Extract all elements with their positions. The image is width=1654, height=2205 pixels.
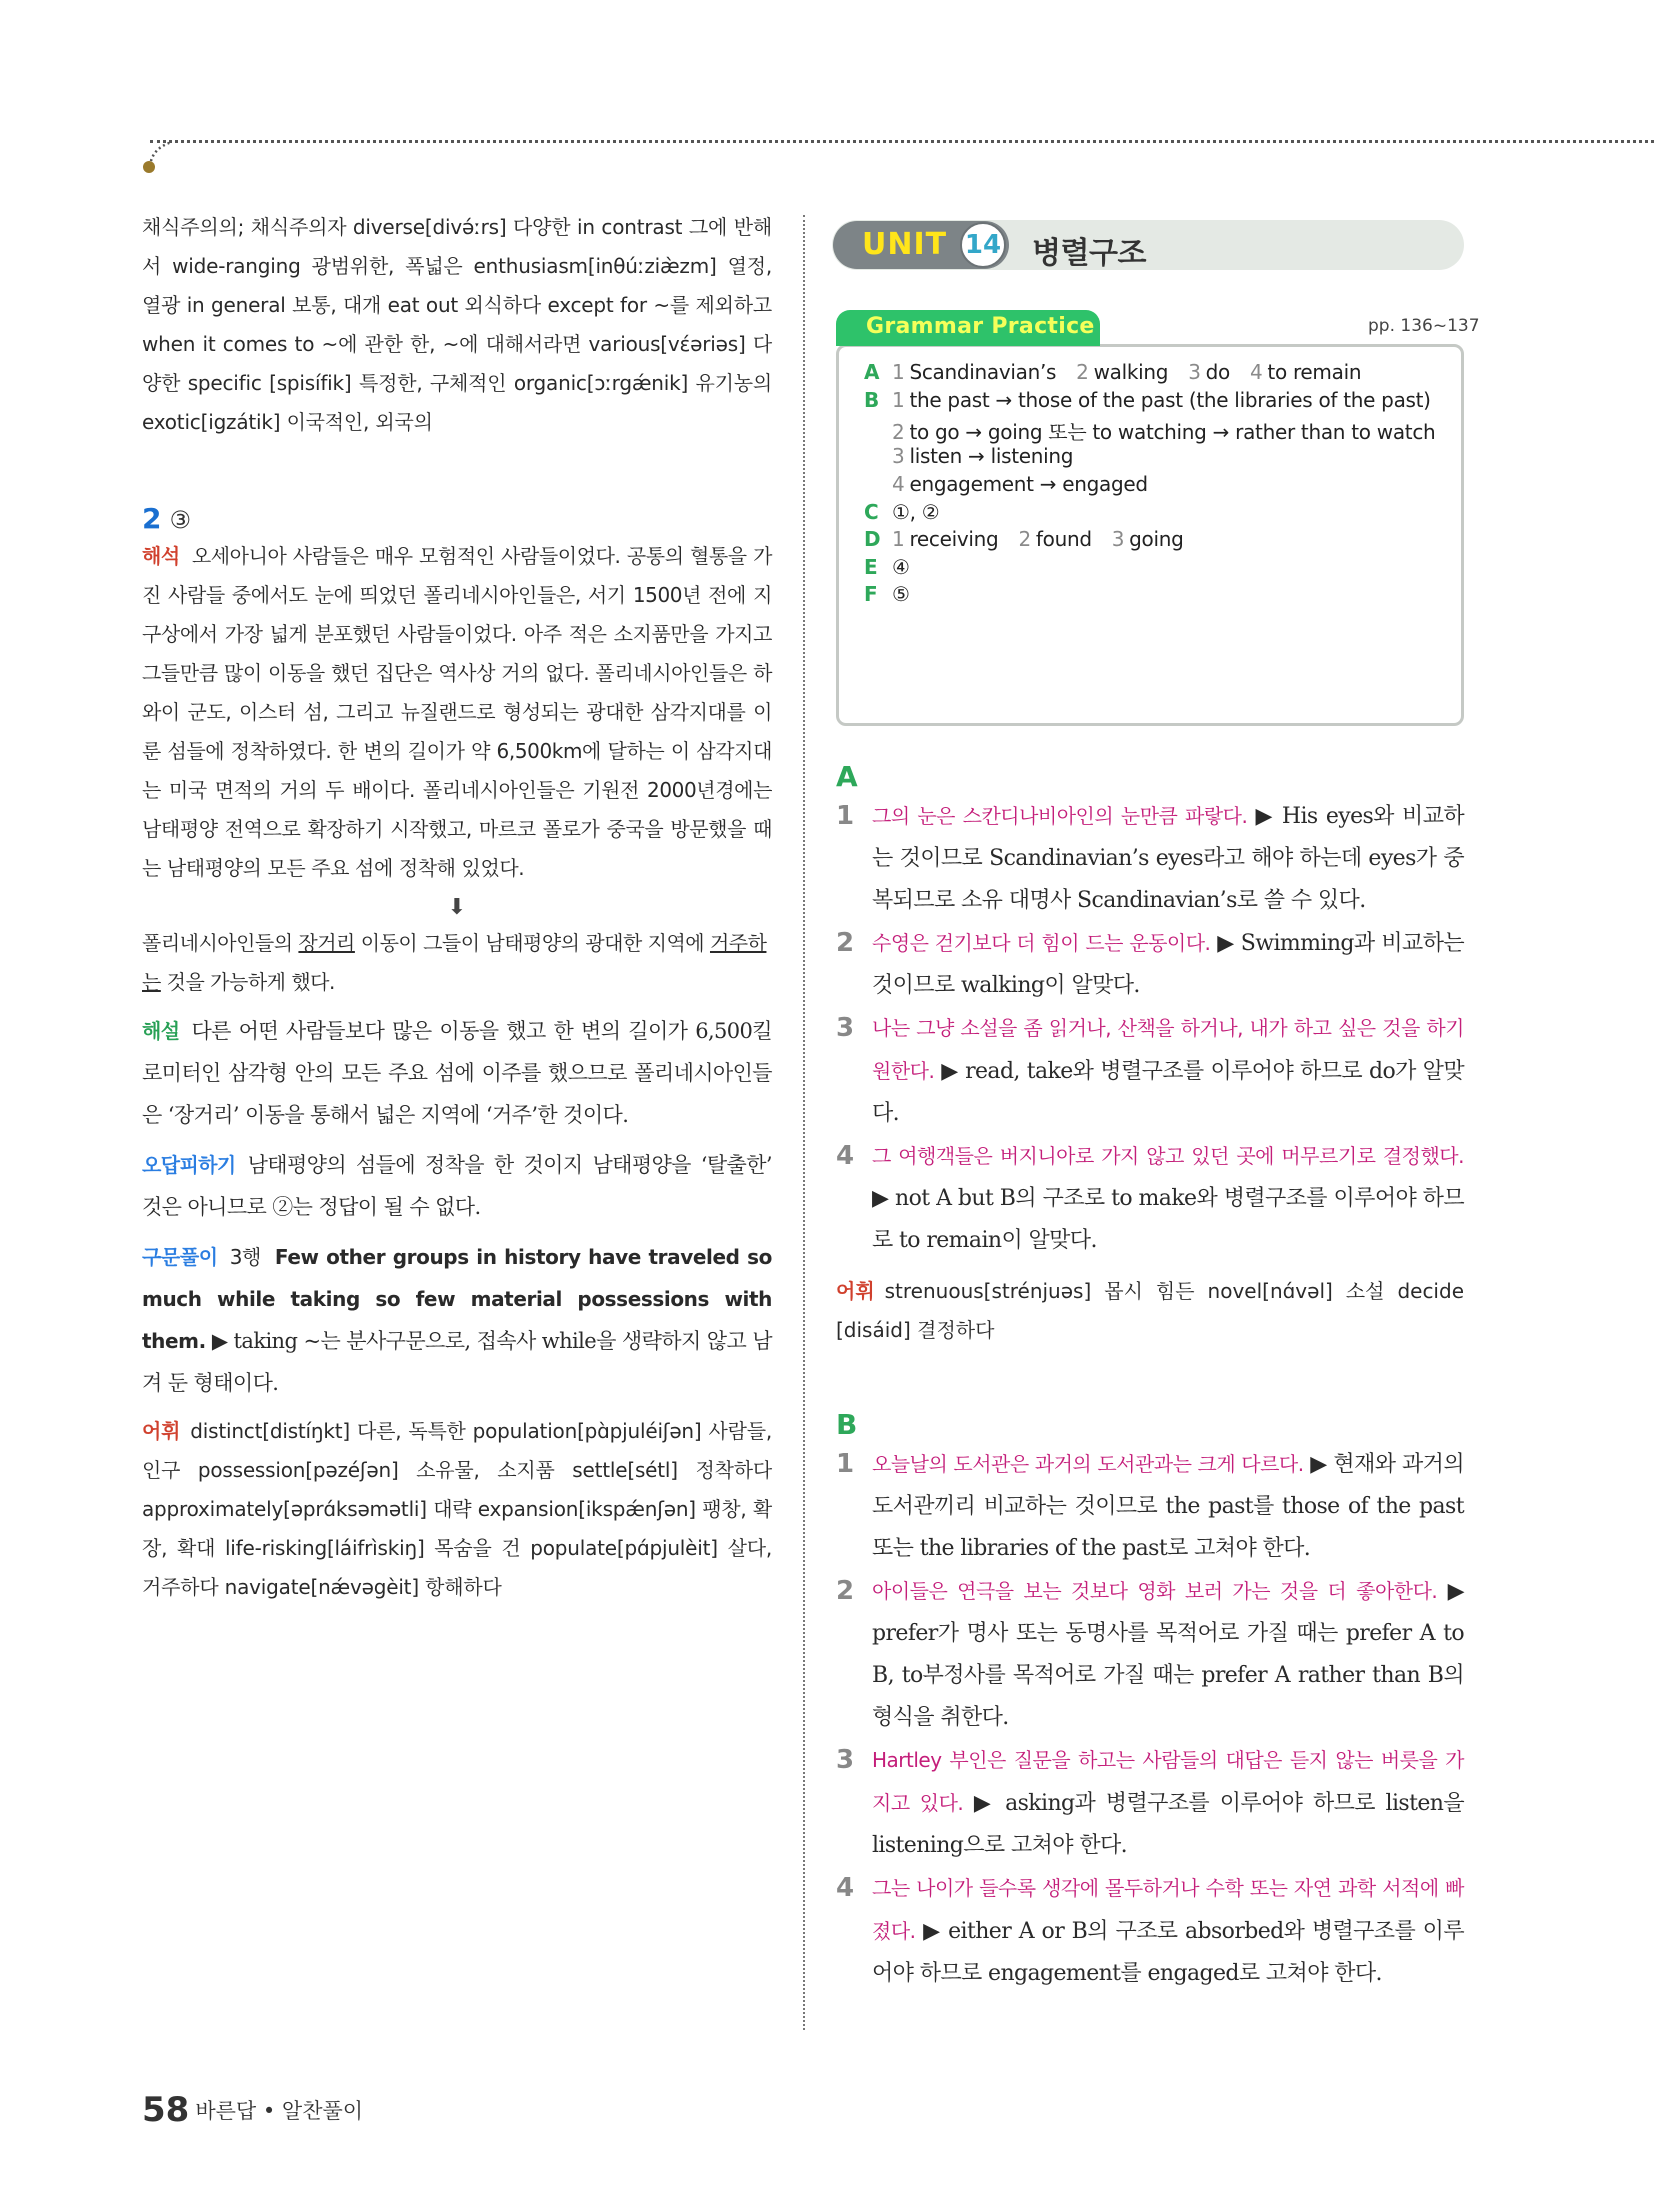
item-explanation: ▶ 현재와 과거의 도서관끼리 비교하는 것이므로 the past를 those of the past 또는 the libraries of the past로 고쳐야 한다. [872, 1452, 1464, 1561]
page-number: 58 [142, 2090, 190, 2130]
vocab-meaning: 대략 [426, 1497, 478, 1521]
item-translation: 아이들은 연극을 보는 것보다 영화 보러 가는 것을 더 좋아한다. [872, 1579, 1438, 1603]
odap-text: 남태평양의 섬들에 정착을 한 것이지 남태평양을 ‘탈출한’ 것은 아니므로 ②는 정답이 될 수 없다. [142, 1153, 772, 1219]
vocab-meaning: 팽창, 확장, 확대 [142, 1497, 772, 1560]
vocab-term: approximately[əprɑ́ksəmətli] [142, 1497, 427, 1521]
item-number: 1 [836, 1449, 854, 1479]
section-b-items [836, 1443, 1464, 1995]
grammar-practice-row [864, 388, 1431, 412]
page-footer [142, 2090, 363, 2130]
answer-text: do [1205, 360, 1230, 384]
eohwi-label: 어휘 [142, 1419, 181, 1443]
answer-number: 4 [1249, 360, 1263, 384]
answer-letter: E [864, 555, 878, 579]
grammar-practice-row [864, 444, 1073, 468]
vocab-intro [142, 208, 772, 442]
haeseol-label: 해설 [142, 1019, 180, 1043]
grammar-practice-row [864, 472, 1148, 496]
explanation-item [836, 922, 1464, 1007]
answer-text: engagement → engaged [909, 472, 1148, 496]
answer-number: 1 [892, 527, 905, 551]
vocab-meaning: 채식주의의; 채식주의자 [142, 215, 353, 239]
explanation-item [836, 1739, 1464, 1867]
vocab-meaning: 다양한 [506, 215, 577, 239]
item-number: 3 [836, 1013, 854, 1043]
answer-text: to remain [1267, 360, 1362, 384]
gumun-expl: ▶ taking ~는 분사구문으로, 접속사 while을 생략하지 않고 남겨 둔 형태이다. [142, 1329, 772, 1395]
eohwi-label: 어휘 [836, 1279, 875, 1303]
answer-number: 2 [1076, 360, 1089, 384]
item-number: 3 [836, 1745, 854, 1775]
answer-number: 3 [892, 444, 905, 468]
answer-text: ⑤ [892, 582, 910, 606]
left-column [142, 208, 772, 1607]
item-explanation: ▶ asking과 병렬구조를 이루어야 하므로 listen을 listening으로 고쳐야 한다. [872, 1791, 1464, 1858]
vocab-meaning: ~에 관한 한, ~에 대해서라면 [314, 332, 589, 356]
section-b-letter: B [836, 1408, 858, 1441]
explanation-item [836, 795, 1464, 922]
vocab-term: when it comes to [142, 332, 315, 356]
arrow-down-icon: ⬇ [447, 895, 467, 920]
grammar-practice-row [864, 527, 1184, 551]
vocab-term: settle[sétl] [572, 1458, 678, 1482]
vocab-meaning: 외식하다 [458, 293, 548, 317]
vocab-meaning: 살다, 거주하다 [142, 1536, 772, 1599]
question-2-header [142, 502, 772, 535]
answer-number: 3 [1111, 527, 1125, 551]
eohwi-paragraph [142, 1412, 772, 1607]
answer-number: 1 [892, 360, 905, 384]
answer-text: found [1035, 527, 1092, 551]
item-translation: 나는 그냥 소설을 좀 읽거나, 산책을 하거나, 내가 하고 싶은 것을 하기 원한다. [872, 1016, 1464, 1083]
haeseol-paragraph [142, 1010, 772, 1136]
vocab-meaning: 사람들, 인구 [142, 1419, 772, 1482]
vocab-term: organic[ɔːrgǽnik] [513, 371, 689, 395]
item-explanation: ▶ not A but B의 구조로 to make와 병렬구조를 이루어야 하므로 to remain이 알맞다. [872, 1186, 1464, 1253]
vocab-term: in contrast [577, 215, 683, 239]
unit-word: UNIT [862, 227, 948, 262]
odap-paragraph [142, 1144, 772, 1228]
answer-letter: A [864, 360, 880, 384]
answer-text: ①, ② [892, 500, 940, 524]
summary-text: 이동이 그들이 남태평양의 광대한 지역에 [354, 931, 710, 955]
vocab-meaning: 다양한 [142, 332, 772, 395]
gumun-sentence: Few other groups in history have traveled so much while taking so few material possessions with them. [142, 1245, 772, 1353]
section-a-letter: A [836, 760, 858, 793]
vocab-meaning: 항해하다 [418, 1575, 502, 1599]
item-explanation: ▶ prefer가 명사 또는 동명사를 목적어로 가질 때는 prefer A to B, to부정사를 목적어로 가질 때는 prefer A rather than B의 형식을 취한다. [872, 1579, 1464, 1730]
vocab-meaning: 정착하다 [677, 1458, 772, 1482]
answer-number: 2 [1018, 527, 1031, 551]
item-number: 1 [836, 801, 854, 831]
grammar-practice-row [864, 500, 939, 524]
section-a-items [836, 795, 1464, 1262]
right-column-explanations [836, 760, 1464, 1995]
haeseol-text: 다른 어떤 사람들보다 많은 이동을 했고 한 변의 길이가 6,500킬로미터인 삼각형 안의 모든 주요 섬에 이주를 했으므로 폴리네시아인들은 ‘장거리’ 이동을 통해서 넓은 지역에 ‘거주’한 것이다. [142, 1019, 772, 1127]
vocab-term: population[pɑ̀pjuléiʃən] [472, 1419, 702, 1443]
vocab-meaning: 광범위한, 폭넓은 [300, 254, 474, 278]
item-explanation: ▶ His eyes와 비교하는 것이므로 Scandinavian’s eyes라고 해야 하는데 eyes가 중복되므로 소유 대명사 Scandinavian’s로 쓸 수 있다. [872, 804, 1464, 913]
vocab-term: populate[pɑ́pjulèit] [530, 1536, 718, 1560]
answer-number: 2 [892, 420, 905, 444]
gumun-label: 구문풀이 [142, 1245, 218, 1269]
vocab-meaning: 유기농의 [688, 371, 773, 395]
unit-number: 14 [960, 222, 1006, 268]
vocab-term: expansion[ikspǽnʃən] [477, 1497, 696, 1521]
grammar-practice-row [864, 555, 910, 579]
section-a-eohwi [836, 1272, 1464, 1350]
vocab-meaning: 보통, 대개 [285, 293, 388, 317]
vocab-term: wide-ranging [172, 254, 301, 278]
vocab-term: except for [547, 293, 647, 317]
vocab-meaning: 그에 반해서 [142, 215, 772, 278]
item-number: 2 [836, 1576, 854, 1606]
page-reference: pp. 136~137 [1368, 316, 1480, 336]
vocab-term: exotic[igzátik] [142, 410, 281, 434]
gumun-line: 3행 [229, 1245, 261, 1269]
vocab-term: specific [spisífik] [187, 371, 352, 395]
haeseok-text: 오세아니아 사람들은 매우 모험적인 사람들이었다. 공통의 혈통을 가진 사람들 중에서도 눈에 띄었던 폴리네시아인들은, 서기 1500년 전에 지구상에서 가장 넓게 분포했던 사람들이었다. 아주 적은 소지품만을 가지고 그들만큼 많이 이동을 했던 집단은 역사상 거의 없다. 폴리네시아인들은 하와이 군도, 이스터 섬, 그리고 뉴질랜드로 형성되는 광대한 삼각지대를 이룬 섬들에 정착하였다. 한 변의 길이가 약 6,500km에 달하는 이 삼각지대는 미국 면적의 거의 두 배이다. 폴리네시아인들은 기원전 2000년경에는 남태평양 전역으로 확장하기 시작했고, 마르코 폴로가 중국을 방문했을 때는 남태평양의 모든 주요 섬에 정착해 있었다. [142, 544, 772, 880]
explanation-item [836, 1135, 1464, 1262]
answer-number: 3 [1188, 360, 1201, 384]
summary-text: 폴리네시아인들의 [142, 931, 299, 955]
summary-underline-1: 장거리 [298, 931, 355, 955]
item-explanation: ▶ Swimming과 비교하는 것이므로 walking이 알맞다. [872, 931, 1464, 998]
explanation-item [836, 1867, 1464, 1995]
haeseok-label: 해석 [142, 544, 180, 568]
item-explanation: ▶ either A or B의 구조로 absorbed와 병렬구조를 이루어야 하므로 engagement를 engaged로 고쳐야 한다. [872, 1919, 1464, 1986]
vocab-term: eat out [387, 293, 459, 317]
vocab-term: various[vέəriəs] [588, 332, 746, 356]
item-explanation: ▶ read, take와 병렬구조를 이루어야 하므로 do가 알맞다. [872, 1059, 1464, 1126]
vocab-meaning: 소유물, 소지품 [398, 1458, 573, 1482]
item-translation: 그 여행객들은 버지니아로 가지 않고 있던 곳에 머무르기로 결정했다. [872, 1144, 1464, 1168]
explanation-item [836, 1570, 1464, 1739]
footer-label: 바른답 • 알찬풀이 [195, 2099, 364, 2123]
item-translation: 그는 나이가 들수록 생각에 몰두하거나 수학 또는 자연 과학 서적에 빠졌다. [872, 1876, 1464, 1943]
haeseok-paragraph [142, 537, 772, 888]
grammar-practice-row [864, 360, 1361, 384]
answer-text: receiving [909, 527, 999, 551]
vocab-meaning: 다른, 독특한 [350, 1419, 473, 1443]
vocab-term: in general [186, 293, 286, 317]
header-curve-ornament [140, 140, 180, 174]
vocab-meaning: 열정, 열광 [142, 254, 772, 317]
eohwi-list [142, 1419, 772, 1599]
vocab-term: navigate[nǽvəgèit] [224, 1575, 419, 1599]
answer-number: 1 [892, 388, 905, 412]
question-number: 2 [142, 502, 162, 535]
answer-text: going [1129, 527, 1184, 551]
vocab-meaning: 목숨을 건 [424, 1536, 531, 1560]
eohwi-text: strenuous[strénjuəs] 몹시 힘든 novel[nɑ́vəl] 소설 decide [disáid] 결정하다 [836, 1279, 1464, 1342]
item-translation: 오늘날의 도서관은 과거의 도서관과는 크게 다르다. [872, 1452, 1304, 1476]
header-dotted-line [150, 140, 1654, 143]
odap-label: 오답피하기 [142, 1153, 236, 1177]
answer-letter: B [864, 388, 879, 412]
summary-text: 것을 가능하게 했다. [160, 970, 335, 994]
vocab-term: possession[pəzéʃən] [197, 1458, 399, 1482]
answer-text: listen → listening [909, 444, 1074, 468]
answer-text: Scandinavian’s [909, 360, 1057, 384]
unit-title: 병렬구조 [1032, 236, 1146, 271]
answer-letter: F [864, 582, 878, 606]
answer-letter: D [864, 527, 881, 551]
explanation-item [836, 1443, 1464, 1570]
grammar-practice-label: Grammar Practice [866, 314, 1095, 339]
vocab-meaning: 특정한, 구체적인 [351, 371, 514, 395]
vocab-term: diverse[divə́ːrs] [352, 215, 507, 239]
answer-text: ④ [892, 555, 910, 579]
explanation-item [836, 1007, 1464, 1135]
grammar-practice-row [864, 416, 1435, 445]
vocab-meaning: ~를 제외하고 [646, 293, 772, 317]
column-divider [803, 215, 805, 2030]
gumun-paragraph [142, 1236, 772, 1404]
item-number: 4 [836, 1141, 854, 1171]
answer-text: to go → going 또는 to watching → rather than to watch [909, 420, 1436, 444]
answer-number: 4 [892, 472, 905, 496]
answer-letter: C [864, 500, 879, 524]
item-number: 2 [836, 928, 854, 958]
vocab-term: life-risking[láifrìskiŋ] [224, 1536, 425, 1560]
grammar-practice-row [864, 582, 910, 606]
vocab-term: enthusiasm[inθúːziæ̀zm] [473, 254, 717, 278]
item-translation: Hartley 부인은 질문을 하고는 사람들의 대답은 듣지 않는 버릇을 가지고 있다. [872, 1748, 1464, 1815]
item-translation: 그의 눈은 스칸디나비아인의 눈만큼 파랗다. [872, 804, 1248, 828]
item-number: 4 [836, 1873, 854, 1903]
vocab-term: distinct[distíŋkt] [190, 1419, 351, 1443]
answer-text: walking [1093, 360, 1169, 384]
summary-sentence [142, 924, 772, 1002]
summary-underline-2: 거주하는 [142, 931, 767, 994]
item-translation: 수영은 걷기보다 더 힘이 드는 운동이다. [872, 931, 1211, 955]
question-answer: ③ [169, 506, 191, 534]
vocab-meaning: 이국적인, 외국의 [280, 410, 433, 434]
answer-text: the past → those of the past (the libraries of the past) [909, 388, 1431, 412]
